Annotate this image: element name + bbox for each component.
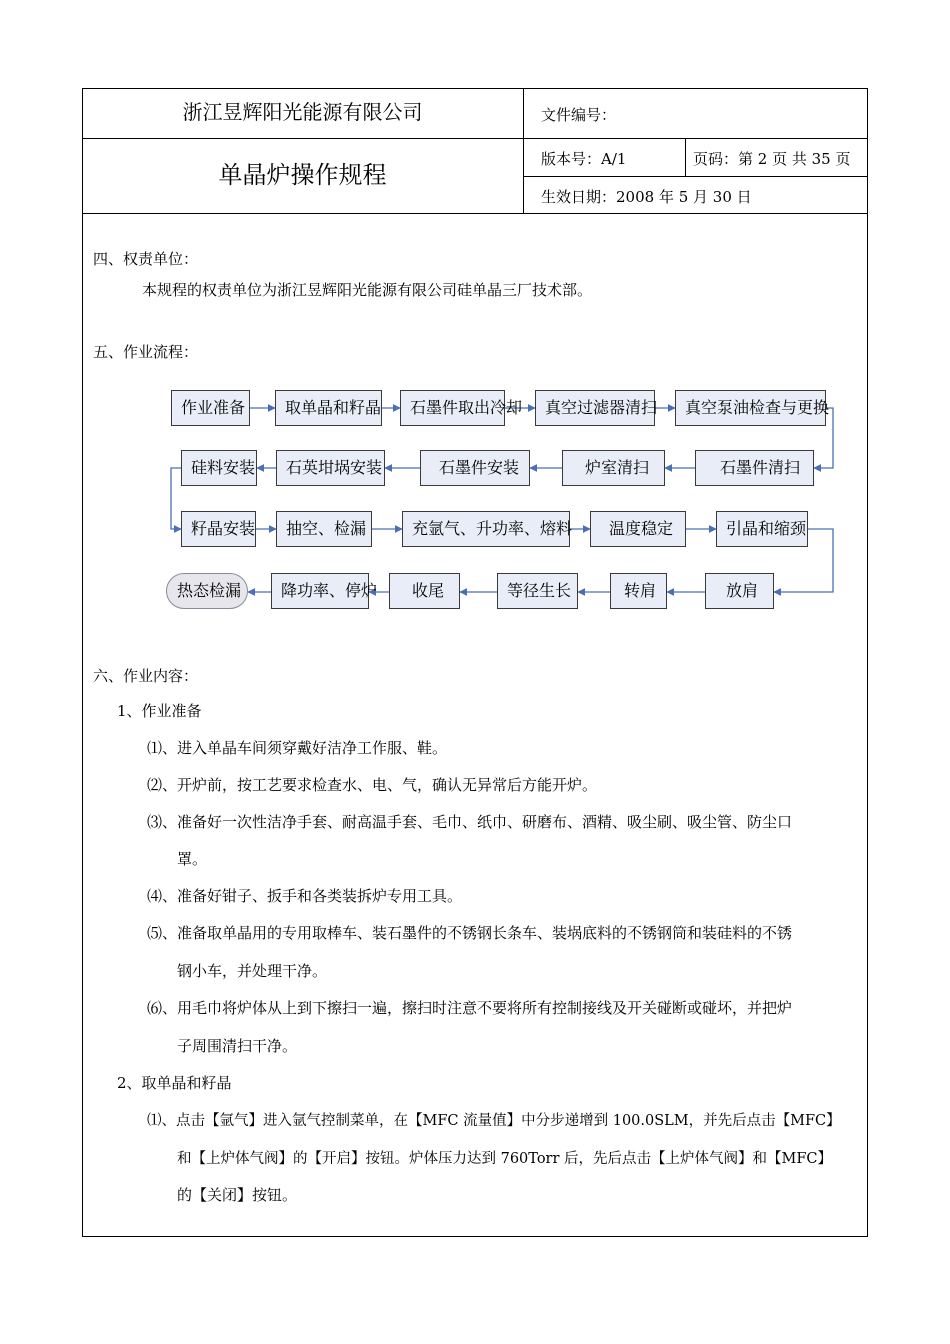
list-item bbox=[147, 885, 462, 906]
flow-step-temp-stabilize: 温度稳定 bbox=[590, 511, 686, 547]
document-number-label: 文件编号： bbox=[541, 106, 617, 124]
flow-step-graphite-install: 石墨件安装 bbox=[420, 450, 530, 486]
list-item bbox=[147, 737, 447, 758]
list-item-number: ⑵、 bbox=[147, 776, 178, 794]
list-item bbox=[147, 922, 792, 943]
flow-step-tailing: 收尾 bbox=[389, 573, 460, 609]
flow-step-seed-install: 籽晶安装 bbox=[181, 511, 256, 547]
list-item-continuation: 子周围清扫干净。 bbox=[177, 1037, 298, 1055]
list-item bbox=[147, 811, 792, 832]
flow-step-vacuum-pump-oil: 真空泵油检查与更换 bbox=[675, 390, 826, 426]
list-item-number: ⑴、 bbox=[147, 739, 178, 757]
flow-step-argon-melt: 充氩气、升功率、熔料 bbox=[402, 511, 570, 547]
flow-step-seeding-necking: 引晶和缩颈 bbox=[716, 511, 808, 547]
list-item-continuation: 和【上炉体气阀】的【开启】按钮。炉体压力达到 760Torr 后，先后点击【上炉体气阀】和【MFC】 bbox=[177, 1151, 833, 1167]
list-item-text: 进入单晶车间须穿戴好洁净工作服、鞋。 bbox=[177, 739, 448, 757]
flow-step-graphite-cleaning: 石墨件清扫 bbox=[695, 450, 814, 486]
effective-date: 生效日期：2008 年 5 月 30 日 bbox=[541, 188, 752, 206]
flow-step-body-growth: 等径生长 bbox=[497, 573, 578, 609]
list-item-number: ⑶、 bbox=[147, 813, 178, 831]
list-item-number: ⑷、 bbox=[147, 887, 178, 905]
list-item-text: 准备好钳子、扳手和各类装拆炉专用工具。 bbox=[177, 887, 463, 905]
flow-step-shoulder: 放肩 bbox=[705, 573, 774, 609]
section-5-heading: 五、作业流程： bbox=[93, 343, 199, 361]
document-title: 单晶炉操作规程 bbox=[218, 161, 387, 189]
list-item-continuation: 钢小车，并处理干净。 bbox=[177, 962, 328, 980]
list-item bbox=[147, 997, 792, 1018]
list-item-text: 准备好一次性洁净手套、耐高温手套、毛巾、纸巾、研磨布、酒精、吸尘刷、吸尘管、防尘口 bbox=[177, 813, 793, 831]
list-item-text: 点击【氩气】进入氩气控制菜单，在【MFC 流量值】中分步递增到 100.0SLM，并先后点击【MFC】 bbox=[176, 1113, 841, 1129]
flow-step-chamber-cleaning: 炉室清扫 bbox=[562, 450, 665, 486]
list-item-text: 准备取单晶用的专用取棒车、装石墨件的不锈钢长条车、装埚底料的不锈钢筒和装硅料的不锈 bbox=[177, 924, 793, 942]
list-item-continuation: 罩。 bbox=[177, 850, 208, 868]
list-item-number: ⑴、 bbox=[147, 1113, 176, 1129]
list-item-text: 开炉前，按工艺要求检查水、电、气，确认无异常后方能开炉。 bbox=[177, 776, 598, 794]
version-label: 版本号：A/1 bbox=[541, 150, 627, 168]
list-item-number: ⑸、 bbox=[147, 924, 178, 942]
list-item-text: 用毛巾将炉体从上到下擦扫一遍，擦扫时注意不要将所有控制接线及开关碰断或碰坏，并把炉 bbox=[177, 999, 793, 1017]
flow-step-hot-leakcheck: 热态检漏 bbox=[166, 573, 248, 609]
list-item-continuation: 的【关闭】按钮。 bbox=[177, 1186, 298, 1204]
subsection-2-heading: 2、取单晶和籽晶 bbox=[117, 1074, 232, 1092]
flow-step-crucible-install: 石英坩埚安装 bbox=[276, 450, 385, 486]
flow-step-evacuate-leakcheck: 抽空、检漏 bbox=[276, 511, 372, 547]
flow-step-graphite-cooling: 石墨件取出冷却 bbox=[400, 390, 505, 426]
list-item-number: ⑹、 bbox=[147, 999, 178, 1017]
section-4-text: 本规程的权责单位为浙江昱辉阳光能源有限公司硅单晶三厂技术部。 bbox=[142, 281, 593, 299]
company-name: 浙江昱辉阳光能源有限公司 bbox=[182, 100, 423, 124]
list-item bbox=[147, 774, 597, 795]
section-4-heading: 四、权责单位： bbox=[93, 250, 199, 268]
subsection-1-heading: 1、作业准备 bbox=[117, 702, 202, 720]
flow-step-silicon-install: 硅料安装 bbox=[181, 450, 257, 486]
flow-step-vacuum-filter: 真空过滤器清扫 bbox=[535, 390, 655, 426]
flow-step-prep: 作业准备 bbox=[171, 390, 250, 426]
list-item bbox=[147, 1109, 841, 1130]
flow-step-remove-crystal: 取单晶和籽晶 bbox=[275, 390, 382, 426]
flow-step-shoulder-turn: 转肩 bbox=[610, 573, 667, 609]
page-info: 页码：第 2 页 共 35 页 bbox=[693, 150, 851, 168]
section-6-heading: 六、作业内容： bbox=[93, 667, 199, 685]
flow-step-power-down: 降功率、停炉 bbox=[271, 573, 369, 609]
